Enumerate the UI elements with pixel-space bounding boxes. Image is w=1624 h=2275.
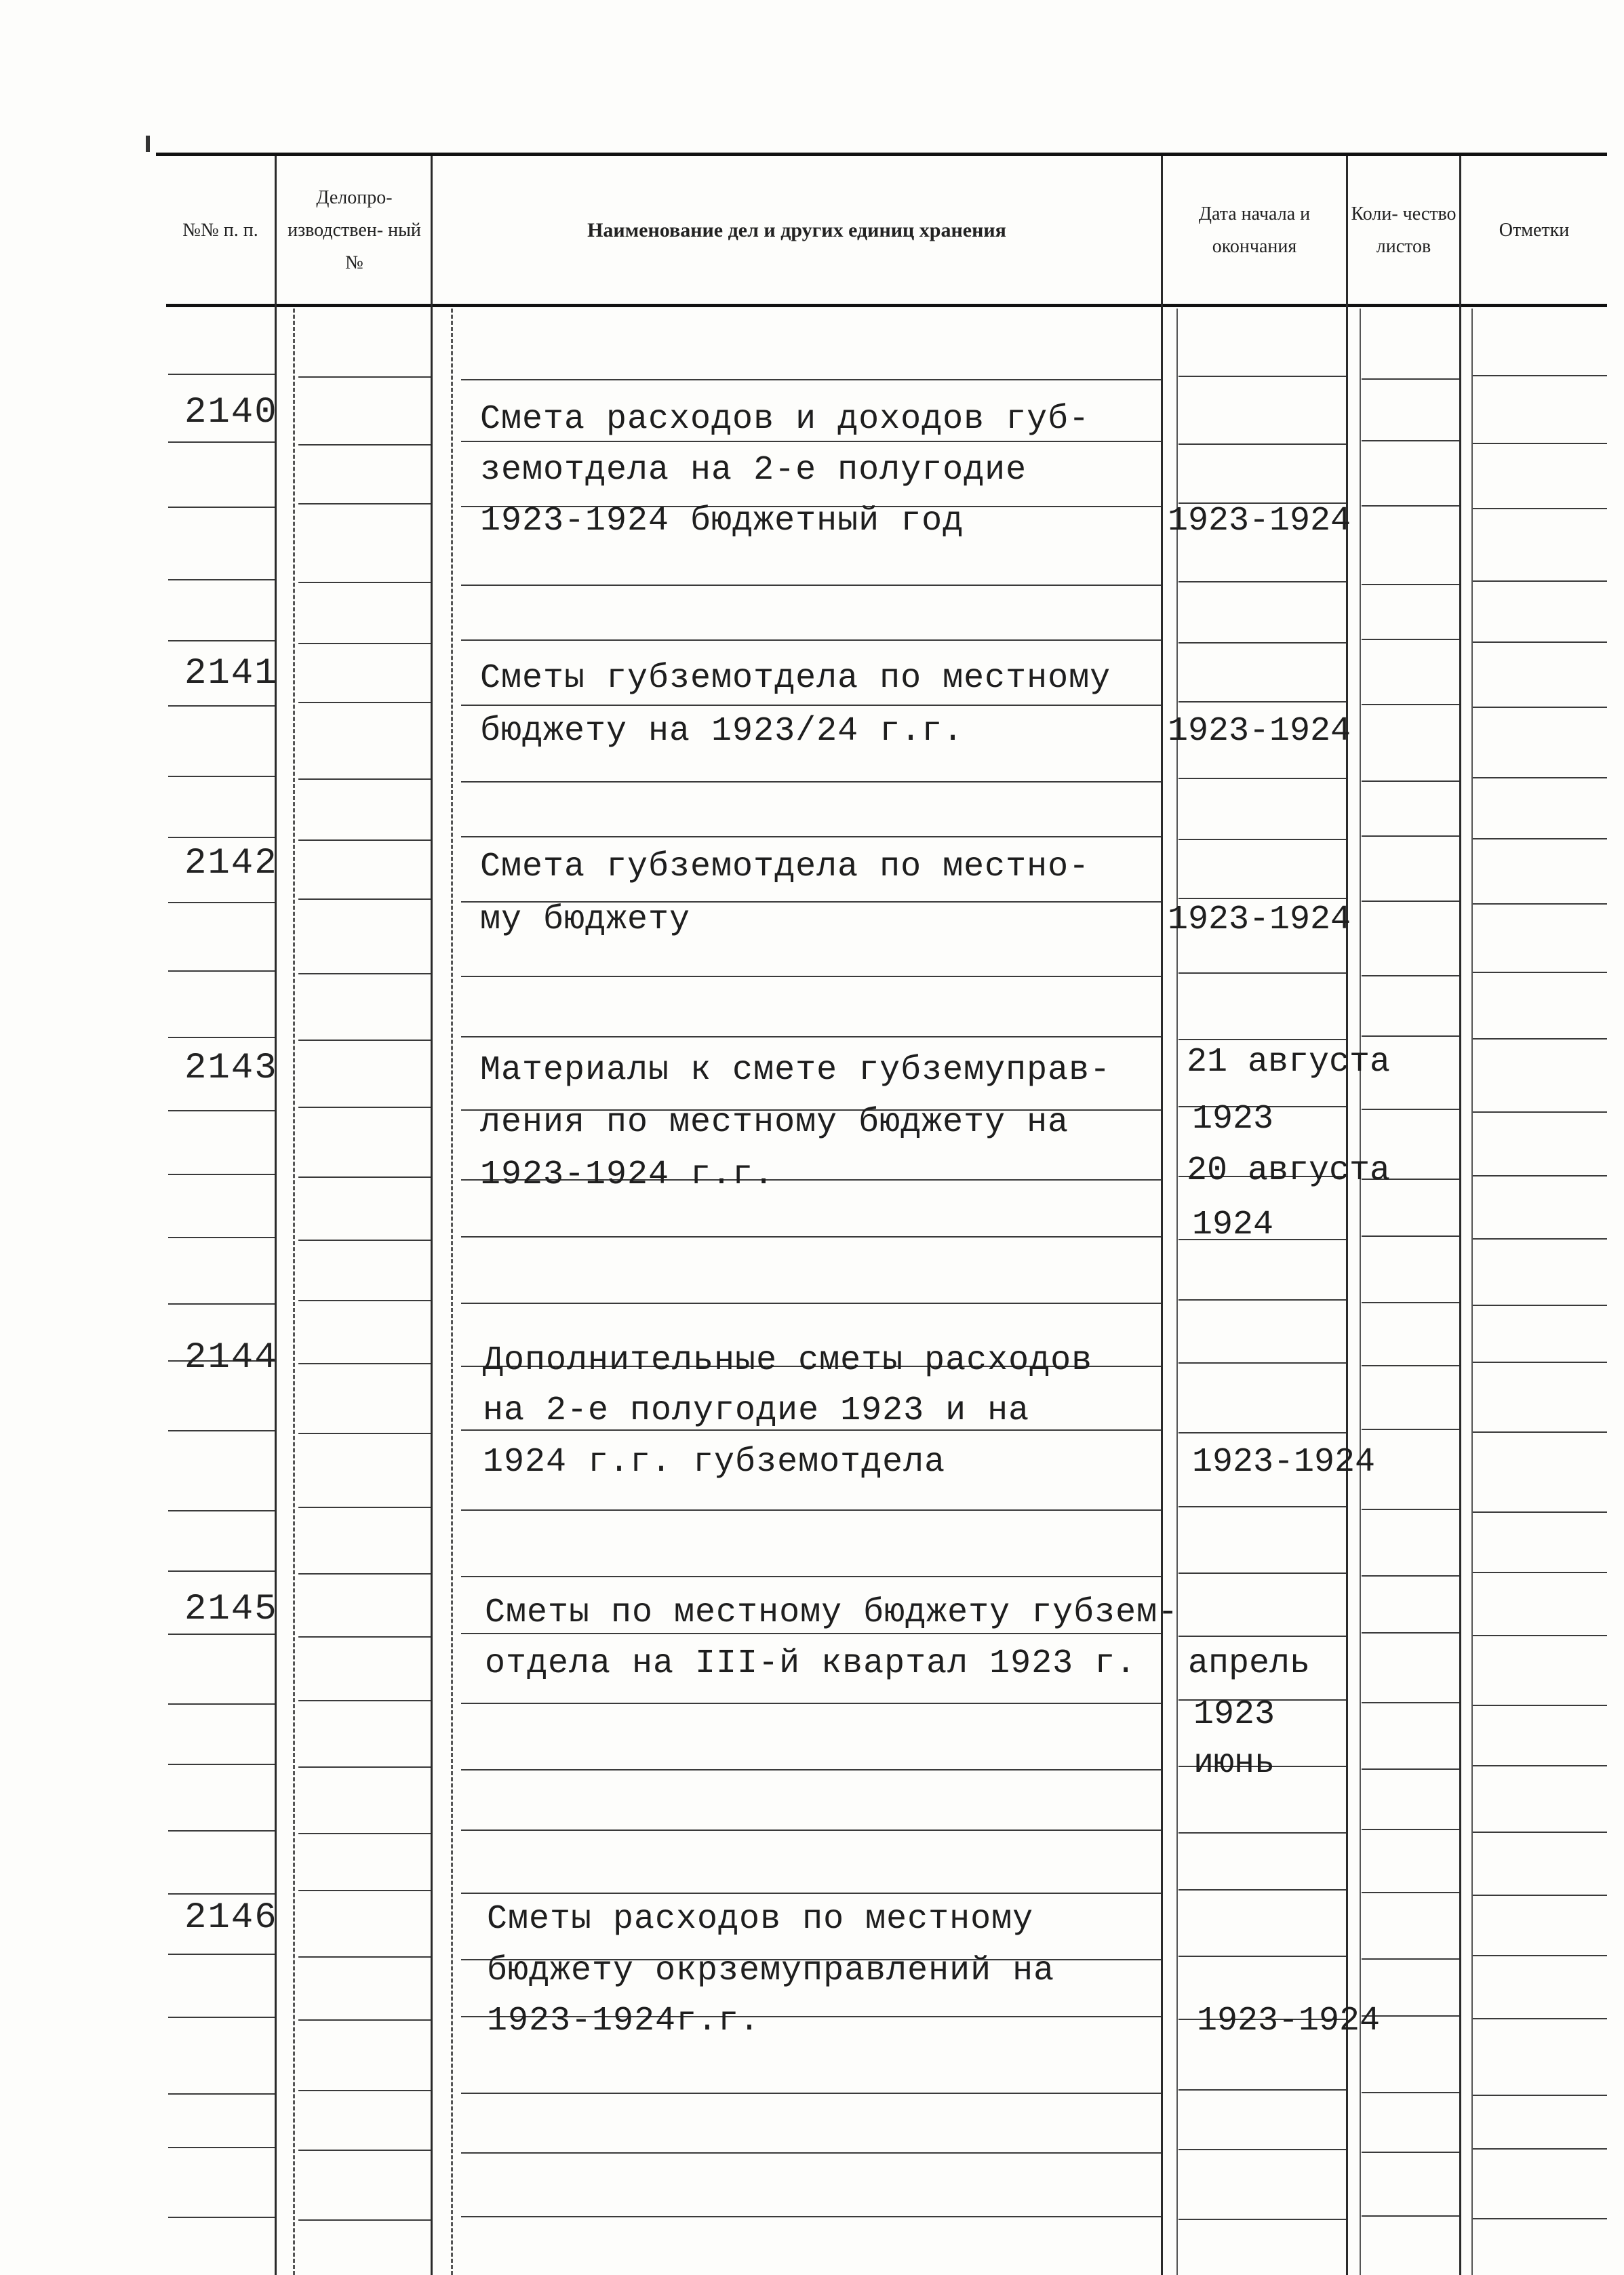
- ruled-line: [168, 705, 275, 707]
- ruled-line: [1179, 778, 1346, 779]
- ruled-line: [298, 1766, 431, 1768]
- ruled-line: [1362, 1892, 1459, 1893]
- column-rule-2b: [451, 309, 453, 2275]
- column-rule-3: [1161, 156, 1163, 2275]
- row-description-line: 1923-1924г.г.: [487, 2002, 761, 2040]
- ruled-line: [1473, 1111, 1607, 1113]
- ruled-line: [1362, 835, 1459, 837]
- row-description-line: 1923-1924 г.г.: [480, 1155, 775, 1194]
- ruled-line: [1362, 1829, 1459, 1830]
- ruled-line: [461, 585, 1161, 586]
- ruled-line: [298, 1890, 431, 1891]
- ruled-line: [168, 1303, 275, 1305]
- row-date: 21 августа: [1187, 1043, 1391, 1082]
- ruled-line: [461, 1036, 1161, 1037]
- row-number: 2144: [184, 1337, 278, 1379]
- ruled-line: [168, 1430, 275, 1431]
- ruled-line: [298, 898, 431, 900]
- ruled-line: [1362, 505, 1459, 507]
- ruled-line: [298, 376, 431, 378]
- ruled-line: [1473, 508, 1607, 509]
- row-description-line: земотдела на 2-е полугодие: [480, 451, 1027, 490]
- margin-mark: [146, 136, 150, 152]
- ruled-line: [1473, 972, 1607, 973]
- row-description-line: Сметы губземотдела по местному: [480, 659, 1111, 698]
- ruled-line: [1473, 1955, 1607, 1956]
- ruled-line: [168, 1570, 275, 1572]
- ruled-line: [168, 579, 275, 580]
- ruled-line: [298, 2090, 431, 2091]
- ruled-line: [168, 776, 275, 777]
- ruled-line: [298, 1240, 431, 1241]
- column-rule-1b: [293, 309, 295, 2275]
- row-description-line: Сметы по местному бюджету губзем-: [485, 1594, 1179, 1632]
- ruled-line: [168, 1174, 275, 1175]
- ruled-line: [298, 1700, 431, 1701]
- row-description-line: Сметы расходов по местному: [487, 1900, 1034, 1939]
- row-date: июнь: [1193, 1744, 1275, 1783]
- ruled-line: [168, 1037, 275, 1038]
- ruled-line: [1362, 1235, 1459, 1237]
- ruled-line: [168, 1764, 275, 1765]
- ruled-line: [1362, 704, 1459, 705]
- ruled-line: [168, 640, 275, 641]
- row-description-line: бюджету на 1923/24 г.г.: [480, 712, 964, 751]
- ruled-line: [1362, 1768, 1459, 1770]
- ruled-line: [1362, 1958, 1459, 1960]
- ruled-line: [1179, 1956, 1346, 1957]
- row-date: 1923-1924: [1168, 712, 1351, 751]
- ruled-line: [1362, 1575, 1459, 1577]
- ruled-line: [168, 2017, 275, 2018]
- ruled-line: [1362, 1632, 1459, 1634]
- ruled-line: [1179, 642, 1346, 644]
- ruled-line: [1473, 375, 1607, 376]
- ruled-line: [1362, 901, 1459, 902]
- ruled-line: [1179, 1362, 1346, 1364]
- ruled-line: [1179, 1299, 1346, 1301]
- header-col-dates: Дата начала и окончания: [1198, 203, 1311, 257]
- ruled-line: [1473, 2218, 1607, 2219]
- ruled-line: [1179, 2089, 1346, 2091]
- ruled-line: [1473, 903, 1607, 905]
- ruled-line: [168, 902, 275, 903]
- ruled-line: [1179, 1432, 1346, 1433]
- ruled-line: [298, 643, 431, 644]
- ruled-line: [1362, 584, 1459, 585]
- ruled-line: [168, 837, 275, 838]
- column-rule-5: [1459, 156, 1461, 2275]
- ruled-line: [461, 976, 1161, 977]
- ruled-line: [298, 503, 431, 505]
- ruled-line: [1179, 581, 1346, 582]
- ruled-line: [1362, 1702, 1459, 1703]
- ruled-line: [461, 1236, 1161, 1238]
- ruled-line: [298, 2150, 431, 2151]
- ruled-line: [1473, 1895, 1607, 1896]
- ruled-line: [1362, 1302, 1459, 1303]
- ruled-line: [298, 444, 431, 446]
- ruled-line: [1179, 2149, 1346, 2150]
- row-description-line: му бюджету: [480, 901, 691, 939]
- header-col-notes: Отметки: [1499, 220, 1570, 241]
- ruled-line: [1179, 701, 1346, 703]
- ruled-line: [168, 1830, 275, 1832]
- row-date: 1923-1924: [1197, 2002, 1381, 2040]
- row-description-line: Смета расходов и доходов губ-: [480, 400, 1090, 439]
- column-rule-4b: [1360, 309, 1361, 2275]
- ruled-line: [298, 778, 431, 780]
- ruled-line: [461, 836, 1161, 837]
- column-rule-3b: [1176, 309, 1178, 2275]
- ruled-line: [168, 374, 275, 375]
- row-description-line: отдела на III-й квартал 1923 г.: [485, 1644, 1137, 1683]
- ruled-line: [461, 2216, 1161, 2217]
- ruled-line: [168, 441, 275, 443]
- ruled-line: [1362, 639, 1459, 640]
- ruled-line: [1473, 777, 1607, 778]
- ruled-line: [1473, 707, 1607, 708]
- header-col-title: Наименование дел и других единиц хранения: [587, 219, 1006, 241]
- ruled-line: [461, 1703, 1161, 1704]
- ruled-line: [461, 2152, 1161, 2154]
- header-col-sheets: Коли- чество листов: [1351, 203, 1457, 257]
- row-description-line: Смета губземотдела по местно-: [480, 848, 1090, 886]
- ruled-line: [1362, 780, 1459, 782]
- ruled-line: [1473, 1175, 1607, 1176]
- ruled-line: [1362, 975, 1459, 976]
- ruled-line: [168, 1954, 275, 1955]
- header-top-rule: [156, 153, 1607, 156]
- row-date: 1923-1924: [1168, 901, 1351, 939]
- ruled-line: [168, 1510, 275, 1511]
- ruled-line: [1362, 2215, 1459, 2217]
- ruled-line: [298, 2019, 431, 2021]
- ruled-line: [1473, 1431, 1607, 1433]
- ruled-line: [168, 1634, 275, 1635]
- ruled-line: [298, 582, 431, 583]
- ruled-line: [298, 1507, 431, 1508]
- column-rule-4: [1346, 156, 1348, 2275]
- row-number: 2145: [184, 1589, 278, 1630]
- ruled-line: [168, 2093, 275, 2095]
- ruled-line: [298, 1040, 431, 1041]
- ruled-line: [1473, 1038, 1607, 1040]
- ruled-line: [168, 1893, 275, 1895]
- ruled-line: [168, 1237, 275, 1238]
- ruled-line: [1473, 2148, 1607, 2150]
- ruled-line: [1362, 1365, 1459, 1366]
- ruled-line: [461, 379, 1161, 380]
- ruled-line: [1179, 2219, 1346, 2220]
- row-date: 20 августа: [1187, 1151, 1391, 1190]
- header-col-office-number: Делопро- изводствен- ный №: [288, 187, 421, 273]
- column-rule-2: [431, 156, 433, 2275]
- row-number: 2146: [184, 1897, 278, 1939]
- ruled-line: [1473, 1305, 1607, 1306]
- ruled-line: [298, 1573, 431, 1575]
- ruled-line: [168, 2217, 275, 2218]
- ruled-line: [298, 1833, 431, 1834]
- row-description-line: бюджету окрземуправлений на: [487, 1952, 1055, 1990]
- row-date: 1923-1924: [1168, 502, 1351, 540]
- row-date: 1923-1924: [1192, 1443, 1376, 1482]
- row-description-line: Дополнительные сметы расходов: [483, 1341, 1093, 1380]
- ruled-line: [298, 973, 431, 974]
- row-number: 2141: [184, 653, 278, 694]
- ruled-line: [298, 1636, 431, 1638]
- ruled-line: [298, 1363, 431, 1364]
- ruled-line: [461, 639, 1161, 641]
- row-description-line: 1924 г.г. губземотдела: [483, 1443, 946, 1482]
- ruled-line: [1179, 376, 1346, 377]
- ruled-line: [1179, 1506, 1346, 1507]
- ruled-line: [1362, 440, 1459, 441]
- ruled-line: [1179, 1889, 1346, 1891]
- ruled-line: [461, 1303, 1161, 1304]
- ruled-line: [1179, 839, 1346, 840]
- ruled-line: [1473, 2095, 1607, 2096]
- ruled-line: [298, 1300, 431, 1301]
- ruled-line: [168, 1110, 275, 1111]
- row-date: 1923: [1192, 1100, 1274, 1139]
- ruled-line: [298, 1433, 431, 1434]
- ruled-line: [1473, 1832, 1607, 1833]
- row-date: апрель: [1188, 1644, 1311, 1683]
- header-bottom-rule: [166, 304, 1607, 307]
- ruled-line: [168, 2147, 275, 2148]
- row-number: 2140: [184, 392, 278, 433]
- ruled-line: [1473, 1765, 1607, 1766]
- ruled-line: [1473, 838, 1607, 839]
- ruled-line: [461, 1576, 1161, 1577]
- ruled-line: [298, 702, 431, 703]
- ruled-line: [1473, 2018, 1607, 2019]
- header-col-number: №№ п. п.: [182, 220, 258, 241]
- ruled-line: [1473, 641, 1607, 643]
- ruled-line: [1179, 1636, 1346, 1637]
- ruled-line: [461, 1829, 1161, 1831]
- ruled-line: [1473, 1362, 1607, 1363]
- ruled-line: [298, 839, 431, 841]
- row-number: 2142: [184, 843, 278, 884]
- row-date: 1923: [1193, 1695, 1275, 1734]
- row-number: 2143: [184, 1048, 278, 1089]
- ruled-line: [1179, 972, 1346, 974]
- ruled-line: [1473, 1705, 1607, 1706]
- ruled-line: [1179, 443, 1346, 445]
- ruled-line: [1362, 1429, 1459, 1430]
- ruled-line: [461, 781, 1161, 783]
- ruled-line: [1179, 1572, 1346, 1574]
- row-description-line: на 2-е полугодие 1923 и на: [483, 1391, 1030, 1430]
- ruled-line: [168, 1703, 275, 1705]
- ruled-line: [1473, 1635, 1607, 1636]
- ruled-line: [1473, 443, 1607, 444]
- ruled-line: [1362, 1509, 1459, 1510]
- ruled-line: [1362, 1109, 1459, 1110]
- column-rule-1: [275, 156, 277, 2275]
- row-description-line: ления по местному бюджету на: [480, 1103, 1069, 1142]
- ruled-line: [298, 2219, 431, 2221]
- column-rule-5b: [1471, 309, 1473, 2275]
- ruled-line: [168, 970, 275, 972]
- ruled-line: [1362, 378, 1459, 380]
- ruled-line: [298, 1956, 431, 1958]
- ruled-line: [1473, 1511, 1607, 1513]
- ruled-line: [1473, 1238, 1607, 1240]
- ruled-line: [1473, 1572, 1607, 1573]
- row-description-line: 1923-1924 бюджетный год: [480, 502, 964, 540]
- ruled-line: [298, 1107, 431, 1108]
- ruled-line: [1179, 1832, 1346, 1834]
- ruled-line: [1473, 580, 1607, 582]
- ruled-line: [1362, 2092, 1459, 2093]
- ruled-line: [168, 507, 275, 508]
- ruled-line: [461, 1509, 1161, 1511]
- ruled-line: [298, 1176, 431, 1178]
- ruled-line: [461, 1769, 1161, 1770]
- row-date: 1924: [1192, 1206, 1274, 1244]
- ruled-line: [1362, 2152, 1459, 2153]
- row-description-line: Материалы к смете губземуправ-: [480, 1051, 1111, 1090]
- ruled-line: [461, 2093, 1161, 2094]
